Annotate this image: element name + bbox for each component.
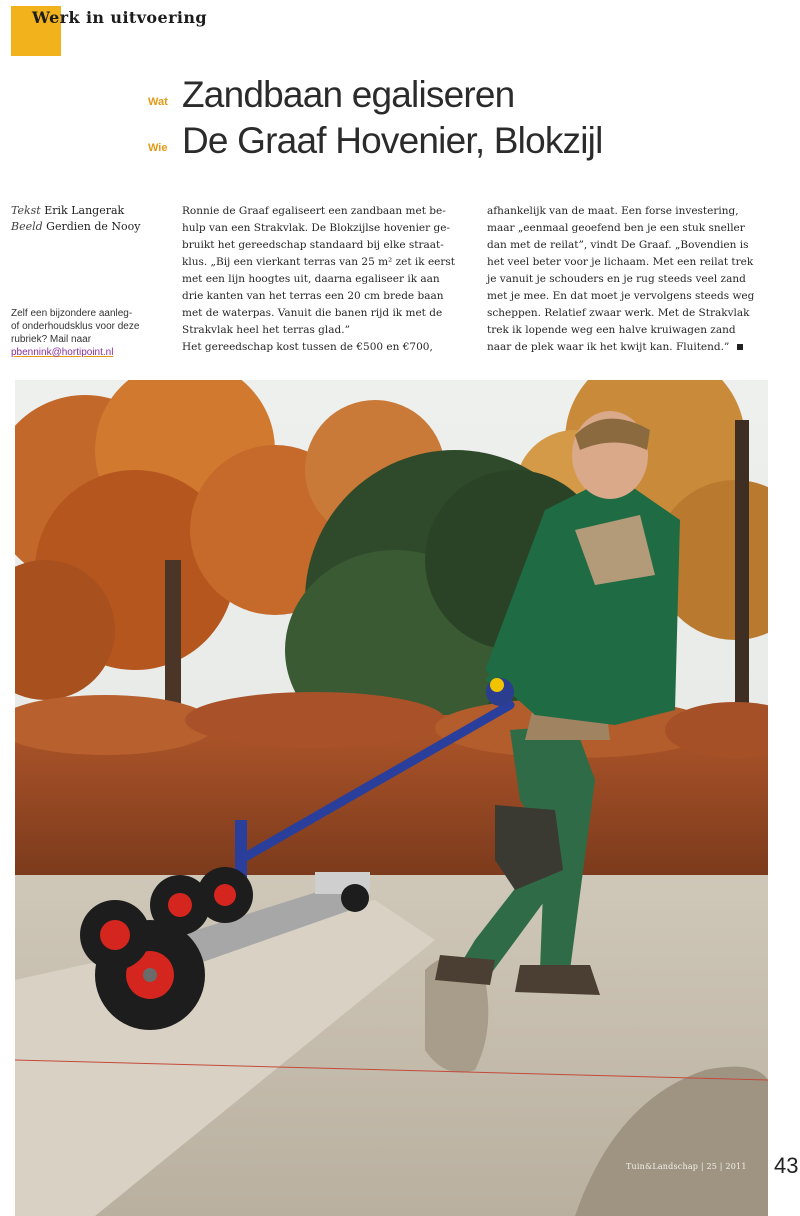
- body-line: Strakvlak heel het terras glad.”: [182, 324, 350, 336]
- body-line: afhankelijk van de maat. Een forse investering,: [487, 205, 739, 217]
- rubric-initial: W: [32, 8, 50, 27]
- body-line: Het gereedschap kost tussen de €500 en €700,: [182, 341, 433, 353]
- body-line: dan met de reilat”, vindt De Graaf. „Bovendien is: [487, 239, 749, 251]
- beech-hedge: [15, 692, 768, 880]
- photo-illustration: [15, 380, 768, 1216]
- body-line: [487, 339, 772, 356]
- body-line: je vanuit je schouders en je rug steeds veel zand: [487, 273, 746, 285]
- end-mark-icon: [737, 344, 743, 350]
- rubric-label: [32, 8, 207, 27]
- page-number: 43: [774, 1153, 799, 1178]
- body-line: hulp van een Strakvlak. De Blokzijlse hovenier ge-: [182, 222, 450, 234]
- title-wat-label: Wat: [148, 96, 168, 108]
- note-line: of onderhoudsklus voor deze: [11, 321, 140, 332]
- article-photo: [15, 380, 768, 1216]
- body-line: scheppen. Relatief zwaar werk. Met de Strakvlak: [487, 307, 750, 319]
- body-line-text: naar de plek waar ik het kwijt kan. Fluitend.”: [487, 341, 730, 353]
- credits: [11, 203, 161, 235]
- note-line: Zelf een bijzondere aanleg-: [11, 308, 133, 319]
- body-line: maar „eenmaal geoefend ben je een stuk sneller: [487, 222, 745, 234]
- body-line: trek ik lopende weg een halve kruiwagen zand: [487, 324, 736, 336]
- magazine-source: Tuin&Landschap | 25 | 2011: [626, 1162, 747, 1171]
- body-column-2: [487, 203, 772, 356]
- credit-image-key: Beeld: [11, 220, 43, 233]
- credit-image: [11, 219, 161, 235]
- credit-image-value: Gerdien de Nooy: [46, 220, 141, 233]
- body-line: bruikt het gereedschap standaard bij elke straat-: [182, 239, 444, 251]
- note-line: rubriek? Mail naar: [11, 334, 92, 345]
- body-line: Ronnie de Graaf egaliseert een zandbaan met be-: [182, 205, 446, 217]
- body-line: drie kanten van het terras een 20 cm brede baan: [182, 290, 444, 302]
- page-subtitle: De Graaf Hovenier, Blokzijl: [182, 120, 603, 161]
- body-line: met een lijn hoogtes uit, daarna egaliseer ik aan: [182, 273, 440, 285]
- credit-text-value: Erik Langerak: [44, 204, 125, 217]
- body-line: met de waterpas. Vanuit die banen rijd ik met de: [182, 307, 443, 319]
- body-line: met je mee. En dat moet je vervolgens steeds weg: [487, 290, 755, 302]
- credit-text: [11, 203, 161, 219]
- title-wie-label: Wie: [148, 142, 168, 154]
- page-title: Zandbaan egaliseren: [182, 74, 515, 115]
- body-line: klus. „Bij een vierkant terras van 25 m² zet ik eerst: [182, 256, 456, 268]
- submission-note: [11, 307, 151, 359]
- body-column-1: [182, 203, 462, 356]
- body-line: het veel beter voor je lichaam. Met een reilat trek: [487, 256, 754, 268]
- email-link[interactable]: pbennink@hortipoint.nl: [11, 347, 114, 358]
- credit-text-key: Tekst: [11, 204, 41, 217]
- rubric-rest: erk in uitvoering: [49, 8, 208, 27]
